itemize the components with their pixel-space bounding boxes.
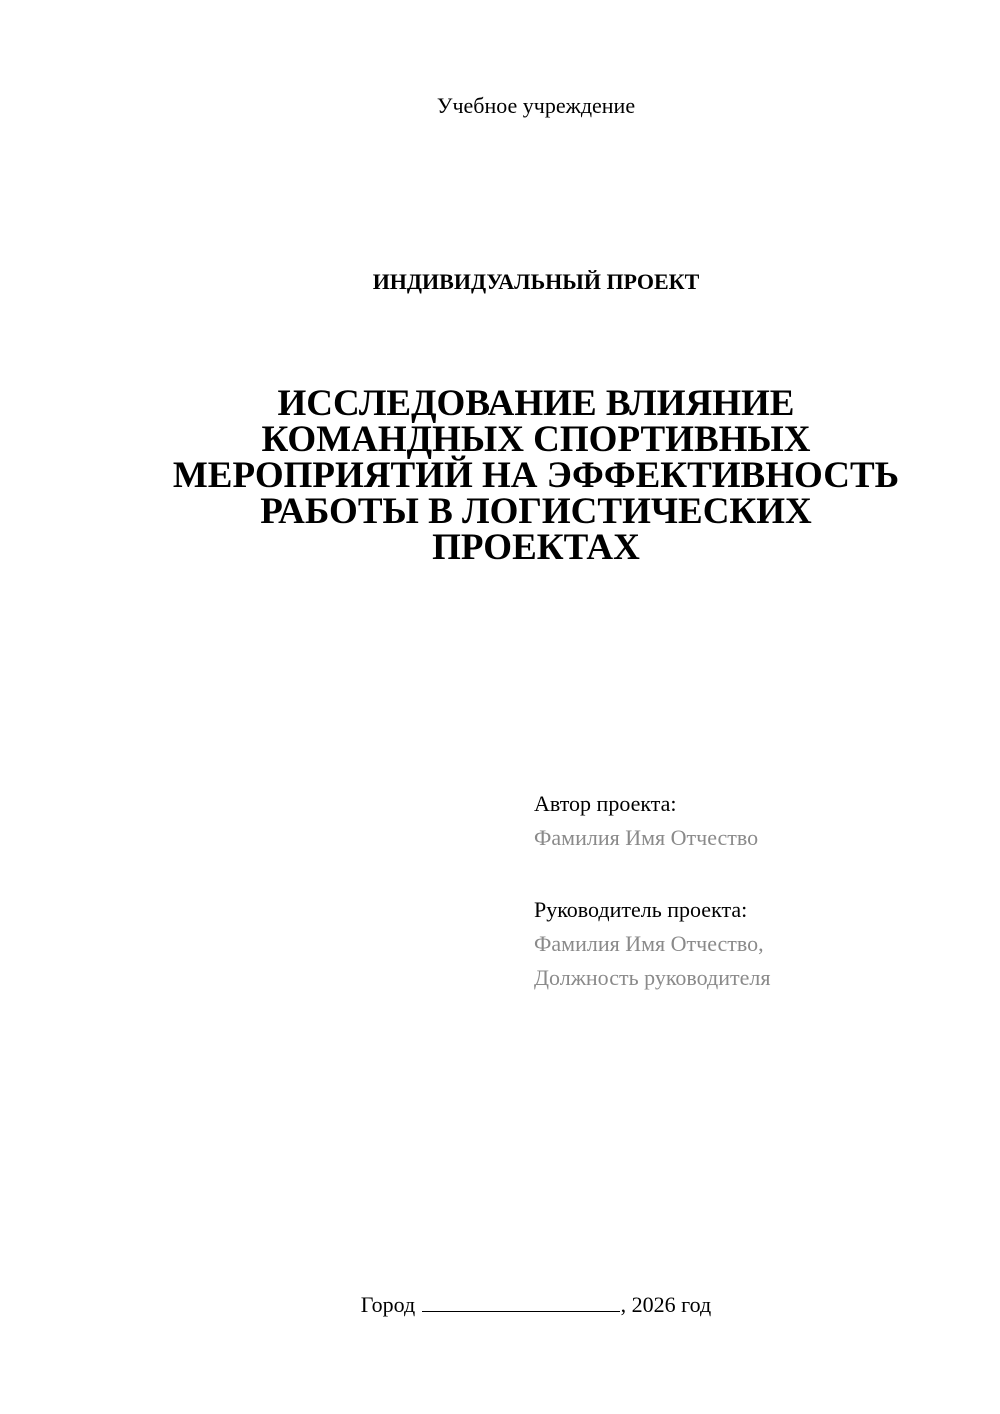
project-title (100, 383, 972, 568)
author-name: Фамилия Имя Отчество (534, 825, 759, 850)
author-block (534, 787, 758, 855)
supervisor-label: Руководитель проекта: (534, 897, 748, 922)
city-year-line (0, 1290, 1000, 1320)
city-blank-line (422, 1293, 620, 1312)
project-title-line: РАБОТЫ В ЛОГИСТИЧЕСКИХ (260, 491, 812, 532)
project-title-line: ПРОЕКТАХ (432, 527, 640, 568)
year-text: , 2026 год (620, 1292, 712, 1317)
project-title-line: ИССЛЕДОВАНИЕ ВЛИЯНИЕ (277, 383, 795, 424)
author-label: Автор проекта: (534, 791, 677, 816)
institution-name: Учебное учреждение (436, 93, 636, 118)
supervisor-name: Фамилия Имя Отчество, (534, 931, 764, 956)
supervisor-block (534, 893, 770, 995)
city-label: Город (360, 1292, 416, 1317)
supervisor-position: Должность руководителя (534, 965, 771, 990)
project-title-line: МЕРОПРИЯТИЙ НА ЭФФЕКТИВНОСТЬ (172, 455, 900, 496)
project-title-line: КОМАНДНЫХ СПОРТИВНЫХ (261, 419, 811, 460)
document-type: ИНДИВИДУАЛЬНЫЙ ПРОЕКТ (372, 269, 700, 294)
